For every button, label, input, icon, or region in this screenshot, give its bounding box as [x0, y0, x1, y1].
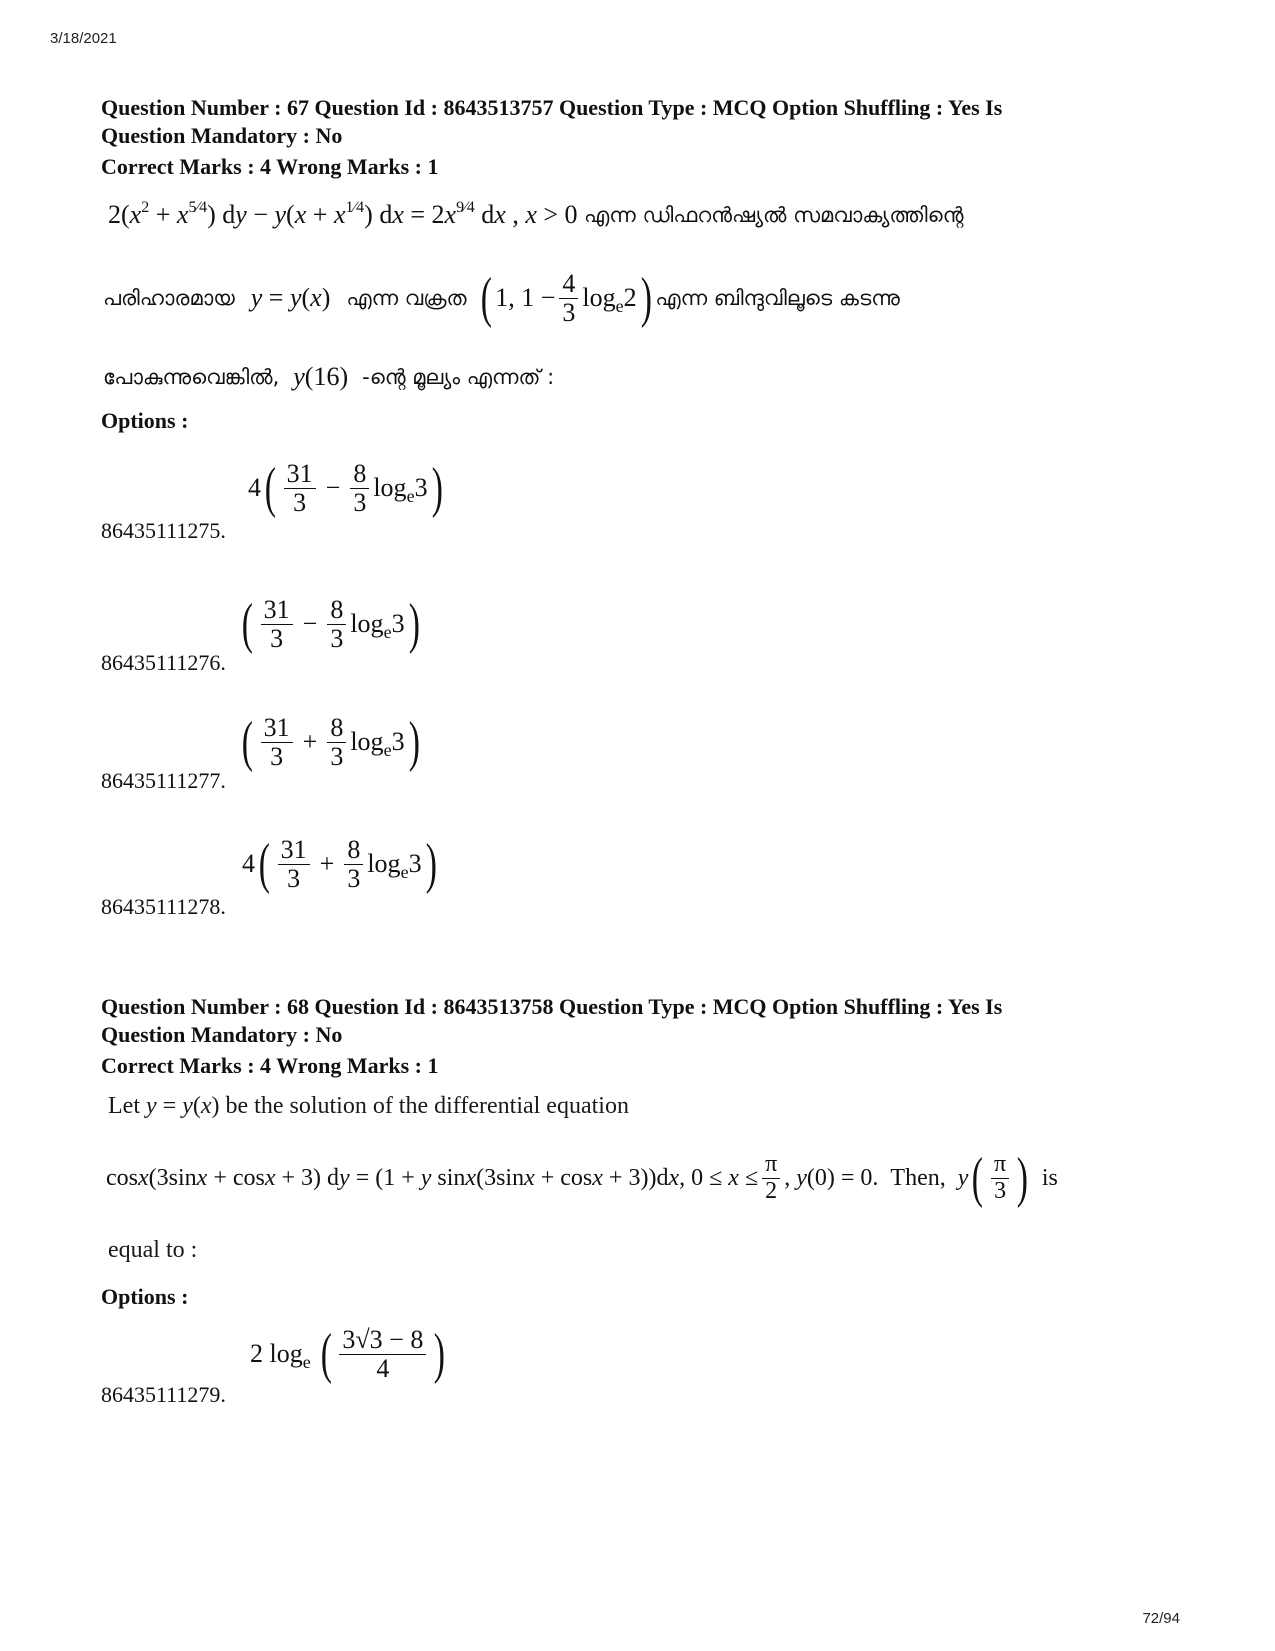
q67-meta — [101, 94, 1201, 150]
q67-option-3-expression: ( $\frac{31}{3}$ + $\frac{8}{3}$ $\log_e3$ ) — [241, 711, 420, 773]
q68-text1a: Let — [108, 1093, 140, 1119]
q67-option-3-id: 86435111277. — [101, 768, 226, 793]
page-number: 72/94 — [1142, 1610, 1180, 1627]
q68-equal-to: equal to : — [108, 1237, 198, 1263]
q68-marks: Correct Marks : 4 Wrong Marks : 1 — [101, 1053, 439, 1078]
q68-option-1-id: 86435111279. — [101, 1382, 226, 1407]
q68-text-line1: Let y = y(x) be the solution of the differential equation — [108, 1093, 629, 1119]
q67-ml-text3b: -ന്റെ മൂല്യം എന്നത് : — [362, 364, 555, 389]
q67-meta-line2: Question Mandatory : No — [101, 123, 343, 148]
q67-ml-text2a: പരിഹാരമായ — [103, 285, 235, 310]
q67-ml-text3a: പോകുന്നുവെങ്കിൽ, — [103, 364, 280, 389]
q67-value-line: പോകുന്നുവെങ്കിൽ, y(16) -ന്റെ മൂല്യം എന്നത് : — [103, 362, 555, 391]
q67-ml-text1: എന്ന ഡിഫറൻഷ്യൽ സമവാക്യത്തിന്റെ — [584, 202, 964, 227]
q68-meta — [101, 993, 1201, 1049]
q67-option-2-expression: ( $\frac{31}{3}$ − $\frac{8}{3}$ $\log_e3$ ) — [241, 593, 420, 655]
q67-equation-line: $2(x^2 + x^{5⁄4})$ dy − $y(x + x^{1⁄4})$ dx = $2x^{9⁄4}$ dx , x > 0 എന്ന ഡിഫറൻഷ്യൽ സമവാക്യത്തിന്റെ — [108, 199, 964, 229]
q68-then: Then, — [890, 1164, 946, 1191]
print-date: 3/18/2021 — [50, 30, 117, 47]
q68-equation-line: cosx(3sinx + cosx + 3) dy = (1 + y sinx(3sinx + cosx + 3))dx, 0 ≤ x ≤ $\frac{\pi}{2}$ , y(0) = 0. Then, y ( $\frac{\pi}{3}$ ) is — [106, 1147, 1058, 1209]
q68-options-label: Options : — [101, 1284, 189, 1309]
q67-option-1-id: 86435111275. — [101, 518, 226, 543]
q67-curve-line: പരിഹാരമായ y = y(x) എന്ന വക്രത ( 1, 1 − $\frac{4}{3}$ $\log_e2$ ) എന്ന ബിന്ദുവിലൂടെ കടന്നു — [103, 267, 900, 329]
q67-option-4-id: 86435111278. — [101, 894, 226, 919]
q68-is: is — [1041, 1164, 1058, 1191]
q67-ml-text2b: എന്ന വക്രത — [346, 285, 467, 310]
q68-meta-line2: Question Mandatory : No — [101, 1022, 343, 1047]
q67-option-2-id: 86435111276. — [101, 650, 226, 675]
q68-option-1-expression: 2 $\log_e$ ( $\frac{3√3 - 8}{4}$ ) — [250, 1323, 446, 1385]
q67-option-4-expression: 4 ( $\frac{31}{3}$ + $\frac{8}{3}$ $\log_e3$ ) — [242, 833, 437, 895]
q67-ml-text2c: എന്ന ബിന്ദുവിലൂടെ കടന്നു — [655, 285, 900, 310]
q68-text1b: be the solution of the differential equation — [225, 1093, 629, 1119]
q67-options-label: Options : — [101, 408, 189, 433]
q68-meta-line1: Question Number : 68 Question Id : 8643513758 Question Type : MCQ Option Shuffling : Yes Is — [101, 994, 1003, 1019]
q67-marks: Correct Marks : 4 Wrong Marks : 1 — [101, 154, 439, 179]
q67-meta-line1: Question Number : 67 Question Id : 8643513757 Question Type : MCQ Option Shuffling : Yes Is — [101, 95, 1003, 120]
q67-option-1-expression: 4 ( $\frac{31}{3}$ − $\frac{8}{3}$ $\log_e3$ ) — [248, 457, 443, 519]
